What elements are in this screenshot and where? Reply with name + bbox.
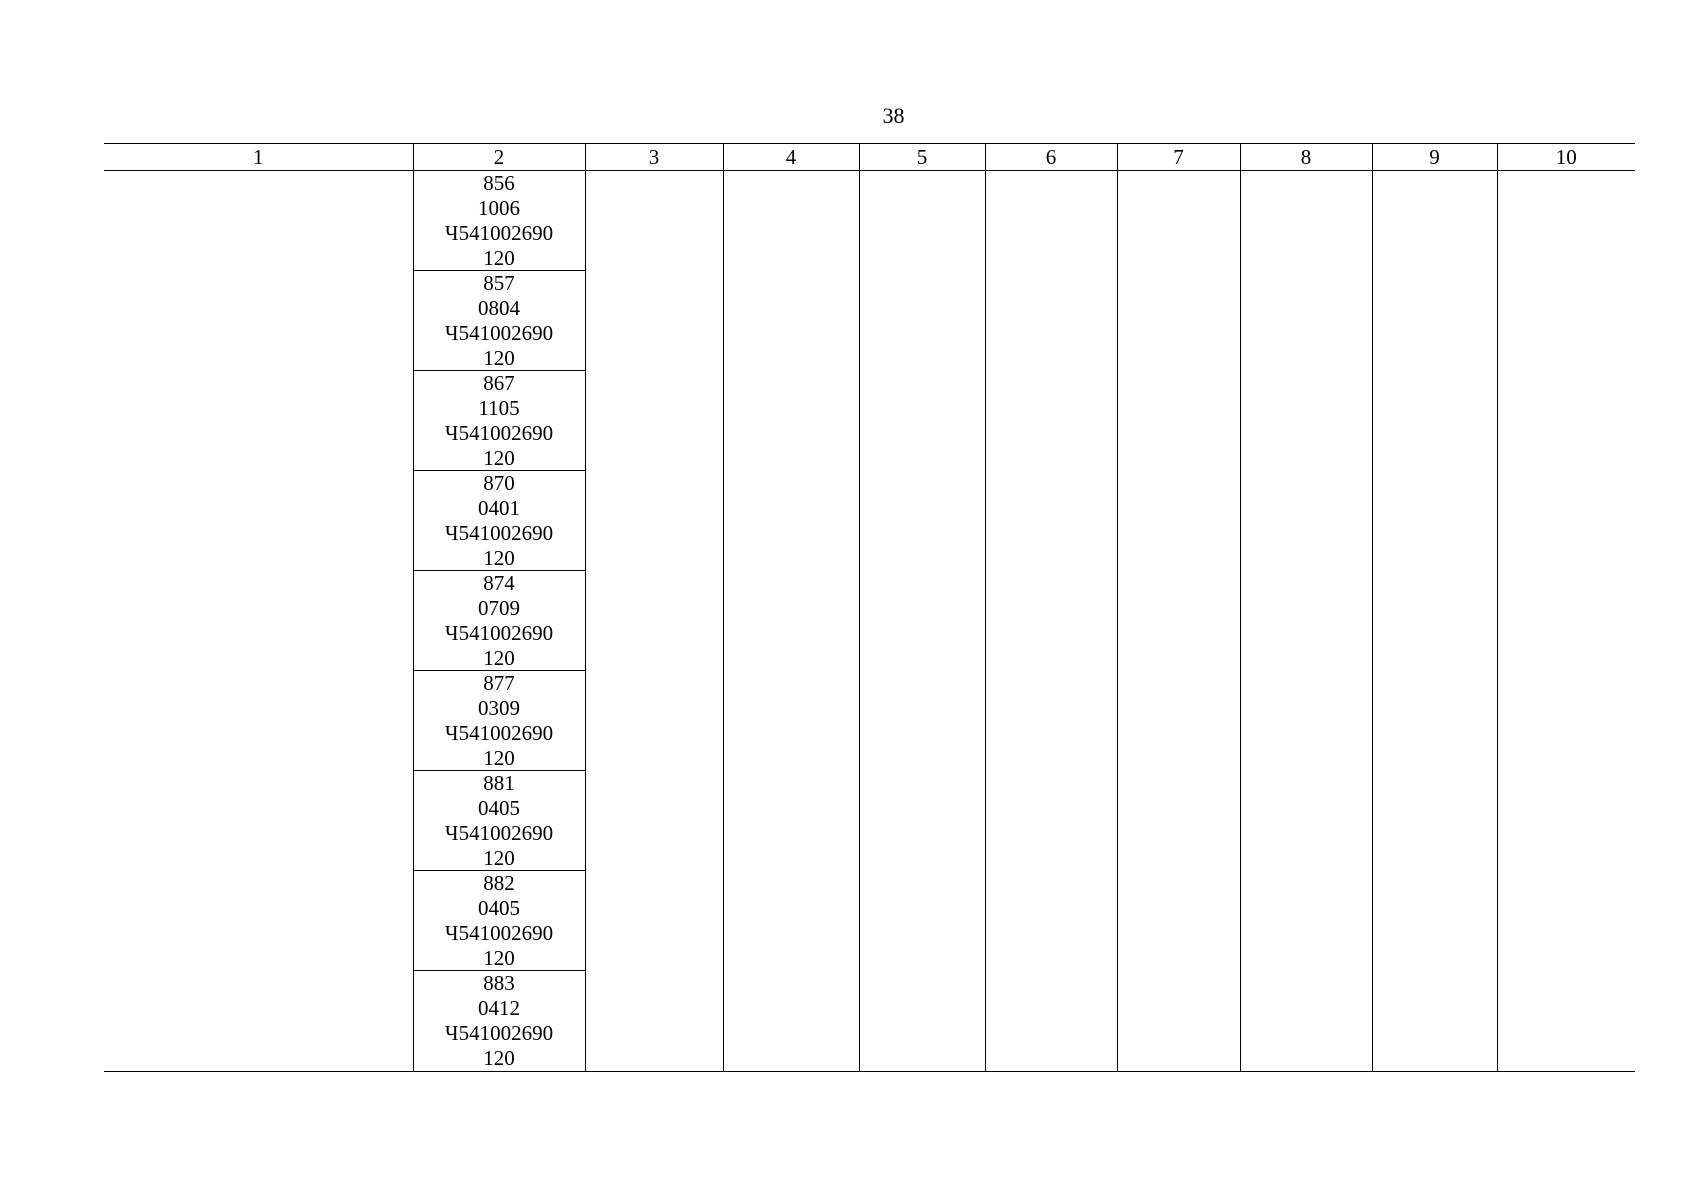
code-line: 120 (483, 245, 515, 270)
code-line: Ч541002690 (444, 220, 554, 245)
cell-col-2 (413, 171, 585, 1072)
header-row (104, 144, 1635, 171)
column-header-3: 3 (585, 144, 723, 171)
code-line: 882 (483, 870, 515, 895)
code-entry (414, 871, 585, 971)
code-line: Ч541002690 (444, 920, 554, 945)
code-line: 874 (483, 570, 515, 595)
column-header-8: 8 (1240, 144, 1372, 171)
code-entry (414, 171, 585, 271)
column-header-10: 10 (1497, 144, 1635, 171)
code-line: Ч541002690 (444, 820, 554, 845)
column-header-6: 6 (985, 144, 1117, 171)
code-line: 881 (483, 770, 515, 795)
code-line: 0412 (478, 996, 520, 1020)
code-line: 120 (483, 1046, 515, 1070)
code-line: 0804 (478, 295, 520, 320)
code-entry (414, 371, 585, 471)
column-header-1: 1 (104, 144, 413, 171)
code-entry (414, 671, 585, 771)
cell-col-4 (723, 171, 859, 1072)
code-line: 120 (483, 345, 515, 370)
code-line: Ч541002690 (444, 320, 554, 345)
code-line: 883 (483, 971, 515, 995)
code-line: 857 (483, 270, 515, 295)
code-line: 0405 (478, 895, 520, 920)
code-entry (414, 571, 585, 671)
column-header-7: 7 (1117, 144, 1240, 171)
code-line: Ч541002690 (444, 720, 554, 745)
code-line: 120 (483, 445, 515, 470)
code-line: 856 (483, 170, 515, 195)
code-line: 0309 (478, 695, 520, 720)
cell-col-10 (1497, 171, 1635, 1072)
code-line: 870 (483, 470, 515, 495)
cell-col-7 (1117, 171, 1240, 1072)
table-row (104, 171, 1635, 1072)
cell-col-8 (1240, 171, 1372, 1072)
code-entry (414, 771, 585, 871)
code-entry (414, 471, 585, 571)
cell-col-1 (104, 171, 413, 1072)
code-line: 867 (483, 370, 515, 395)
code-line: 1006 (478, 195, 520, 220)
code-entry (414, 971, 585, 1071)
code-line: Ч541002690 (444, 520, 554, 545)
code-line: Ч541002690 (444, 620, 554, 645)
code-line: 120 (483, 945, 515, 970)
code-entry (414, 271, 585, 371)
code-line: 120 (483, 745, 515, 770)
code-line: Ч541002690 (444, 1021, 554, 1045)
code-line: 0405 (478, 795, 520, 820)
code-line: 877 (483, 670, 515, 695)
column-header-9: 9 (1372, 144, 1497, 171)
column-header-2: 2 (413, 144, 585, 171)
data-table (104, 143, 1635, 1072)
column-header-5: 5 (859, 144, 985, 171)
cell-col-6 (985, 171, 1117, 1072)
code-line: 120 (483, 845, 515, 870)
cell-col-5 (859, 171, 985, 1072)
cell-col-3 (585, 171, 723, 1072)
cell-col-9 (1372, 171, 1497, 1072)
code-line: 120 (483, 645, 515, 670)
code-line: Ч541002690 (444, 420, 554, 445)
code-line: 0709 (478, 595, 520, 620)
code-line: 120 (483, 545, 515, 570)
code-line: 0401 (478, 495, 520, 520)
column-header-4: 4 (723, 144, 859, 171)
page-number: 38 (882, 103, 905, 128)
code-line: 1105 (478, 395, 520, 420)
